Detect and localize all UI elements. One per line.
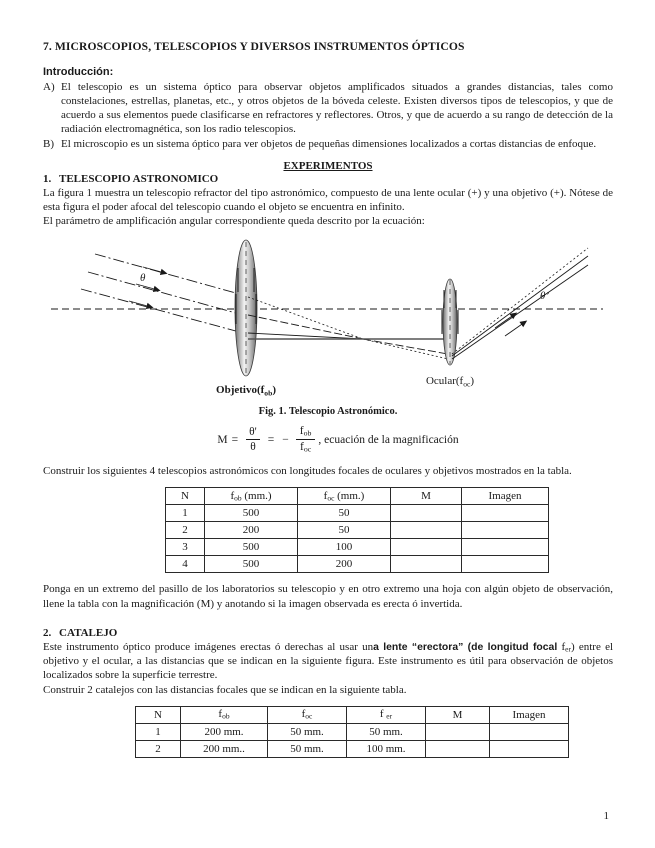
equation-minus-sign: − <box>282 433 289 446</box>
ocular-label: $Ocular(f_{oc})$ <box>425 375 475 389</box>
incoming-ray-1-arrow <box>143 267 165 273</box>
table-header-row <box>166 488 549 505</box>
equation-trailing-text: , ecuación de la magnificación <box>318 433 459 446</box>
table-header-row <box>136 706 569 723</box>
section-1-title: TELESCOPIO ASTRONOMICO <box>59 172 219 185</box>
cell-m[interactable] <box>426 723 490 740</box>
mid-ray-3 <box>248 333 363 339</box>
th-fob: $f_{ob}$ <box>181 706 268 723</box>
magnification-equation <box>43 425 613 454</box>
th-foc: $f_{oc}$ <box>268 706 347 723</box>
cell-fer: 50 mm. <box>347 723 426 740</box>
cell-n: 2 <box>166 522 205 539</box>
cell-imagen[interactable] <box>462 539 549 556</box>
cell-imagen[interactable] <box>462 522 549 539</box>
cell-fer: 100 mm. <box>347 740 426 757</box>
section-1-closing-paragraph: Ponga en un extremo del pasillo de los laboratorios su telescopio y en otro extremo una hoja con algún objeto de observación, llene la tabla con la magnificación (M) y anotando si la imagen observada es erecta ó invertida. <box>43 583 613 610</box>
equation-f-ob: $f_{ob}$ <box>299 425 312 439</box>
equation-theta: θ <box>246 439 260 453</box>
intro-item-a <box>43 80 613 137</box>
th-m: M <box>391 488 462 505</box>
cell-m[interactable] <box>391 522 462 539</box>
section-2-paragraph-2: Construir 2 catalejos con las distancias focales que se indican en la siguiente tabla. <box>43 683 407 696</box>
angle-theta-label: θ <box>140 272 146 285</box>
s2-text-part3: ) entre el objetivo y el ocular, a las distancias que se indican en la siguiente figura. Este instrumento es útil para observación de objetos localizados sobre la superficie terrestre. <box>43 640 614 682</box>
objective-lens <box>235 240 257 376</box>
intro-item-a-marker: A) <box>43 80 55 93</box>
cell-m[interactable] <box>391 505 462 522</box>
intro-item-a-text: El telescopio es un sistema óptico para observar objetos amplificados situados a grandes distancias, tales como constelaciones, estrellas, planetas, etc., y otros objetos de la bóveda celeste. Existen diversos tipos de telescopios, y que de acuerdo a sus elementos puede clasificarse en refractores y reflectores. Otros, y que de acuerdo a su rango de detección de la radiación electromagnética, son los radio telescopios. <box>61 80 613 136</box>
equation-theta-prime: θ' <box>249 426 257 439</box>
equation-fraction-focal <box>296 425 316 454</box>
mid-ray-2 <box>248 315 363 339</box>
outgoing-ray-2 <box>452 265 588 359</box>
th-imagen: Imagen <box>490 706 569 723</box>
th-imagen: Imagen <box>462 488 549 505</box>
outgoing-ray-2-arrow <box>505 322 525 336</box>
cell-foc: 100 <box>298 539 391 556</box>
catalejo-table <box>135 706 569 758</box>
th-fob: $f_{ob}$ (mm.) <box>205 488 298 505</box>
experimentos-heading: EXPERIMENTOS <box>283 159 373 172</box>
section-1-paragraph-2: El parámetro de amplificación angular correspondiente queda descrito por la ecuación: <box>43 215 425 228</box>
intro-heading: Introducción: <box>43 65 114 78</box>
s2-fer: $f_{er}$ <box>561 640 571 654</box>
section-2-paragraph-1 <box>43 640 613 683</box>
page-title: 7. MICROSCOPIOS, TELESCOPIOS Y DIVERSOS INSTRUMENTOS ÓPTICOS <box>43 40 465 53</box>
cell-fob: 200 mm.. <box>181 740 268 757</box>
equation-equals-1: = <box>231 433 239 446</box>
cell-n: 1 <box>166 505 205 522</box>
cell-foc: 200 <box>298 556 391 573</box>
cell-m[interactable] <box>426 740 490 757</box>
outgoing-ray-1-arrow <box>495 314 515 328</box>
outgoing-ray-1 <box>452 256 588 356</box>
incoming-ray-2-arrow <box>136 284 158 290</box>
intro-item-b <box>43 137 613 151</box>
cell-n: 4 <box>166 556 205 573</box>
th-fer: f $_{er}$ <box>347 706 426 723</box>
outgoing-ray-3 <box>452 248 588 354</box>
section-2-heading <box>43 627 613 639</box>
incoming-ray-3-arrow <box>129 301 151 307</box>
page-content <box>43 40 613 767</box>
cell-foc: 50 <box>298 505 391 522</box>
th-n: N <box>166 488 205 505</box>
mid-ray-1 <box>248 297 363 339</box>
intro-item-b-marker: B) <box>43 137 54 150</box>
section-1-paragraph-1: La figura 1 muestra un telescopio refractor del tipo astronómico, compuesto de una lente ocular (+) y una objetivo (+). Nótese de esta figura el poder afocal del telescopio cuando el objeto se encuentra en infinito. <box>43 186 613 214</box>
angle-theta-prime-label: θ’ <box>540 290 550 303</box>
th-m: M <box>426 706 490 723</box>
cell-m[interactable] <box>391 539 462 556</box>
cell-imagen[interactable] <box>490 740 569 757</box>
cell-fob: 500 <box>205 556 298 573</box>
table-row <box>166 505 549 522</box>
table-row <box>136 723 569 740</box>
page-number: 1 <box>603 810 609 822</box>
s2-text-bold: a lente “erectora” (de longitud focal <box>373 641 558 653</box>
cell-fob: 500 <box>205 539 298 556</box>
cell-foc: 50 <box>298 522 391 539</box>
equation-equals-2: = <box>267 433 275 446</box>
ocular-lens <box>442 279 458 365</box>
cell-n: 2 <box>136 740 181 757</box>
objective-label: $Objetivo(f_{ob})$ <box>216 384 276 398</box>
section-1-instruction: Construir los siguientes 4 telescopios astronómicos con longitudes focales de oculares y objetivos mostrados en la tabla. <box>43 465 572 478</box>
section-1-number: 1. <box>43 172 52 185</box>
table-row <box>166 556 549 573</box>
mid-ray-1-cont <box>363 339 448 359</box>
th-foc: $f_{oc}$ (mm.) <box>298 488 391 505</box>
cell-n: 1 <box>136 723 181 740</box>
ray-diagram-svg <box>43 232 613 400</box>
cell-m[interactable] <box>391 556 462 573</box>
section-1-heading <box>43 173 613 185</box>
telescope-table <box>165 487 549 573</box>
cell-fob: 200 mm. <box>181 723 268 740</box>
equation-lhs: M <box>217 433 228 446</box>
incoming-ray-1 <box>95 254 243 295</box>
incoming-ray-3 <box>81 289 243 333</box>
table-row <box>166 522 549 539</box>
cell-fob: 200 <box>205 522 298 539</box>
cell-imagen[interactable] <box>462 505 549 522</box>
cell-imagen[interactable] <box>490 723 569 740</box>
cell-n: 3 <box>166 539 205 556</box>
equation-fraction-theta <box>245 426 261 453</box>
equation-f-oc: $f_{oc}$ <box>296 439 315 454</box>
section-2-title: CATALEJO <box>59 626 118 639</box>
figure-1-caption: Fig. 1. Telescopio Astronómico. <box>258 406 398 418</box>
mid-ray-2-cont <box>363 339 448 354</box>
cell-foc: 50 mm. <box>268 740 347 757</box>
section-2-number: 2. <box>43 626 52 639</box>
table-row <box>136 740 569 757</box>
cell-foc: 50 mm. <box>268 723 347 740</box>
table-row <box>166 539 549 556</box>
intro-item-b-text: El microscopio es un sistema óptico para ver objetos de pequeñas dimensiones localizados a cortas distancias de enfoque. <box>61 137 597 150</box>
cell-imagen[interactable] <box>462 556 549 573</box>
th-n: N <box>136 706 181 723</box>
cell-fob: 500 <box>205 505 298 522</box>
telescope-ray-diagram <box>43 232 613 400</box>
s2-text-part1: Este instrumento óptico produce imágenes erectas ó derechas al usar un <box>43 640 374 653</box>
